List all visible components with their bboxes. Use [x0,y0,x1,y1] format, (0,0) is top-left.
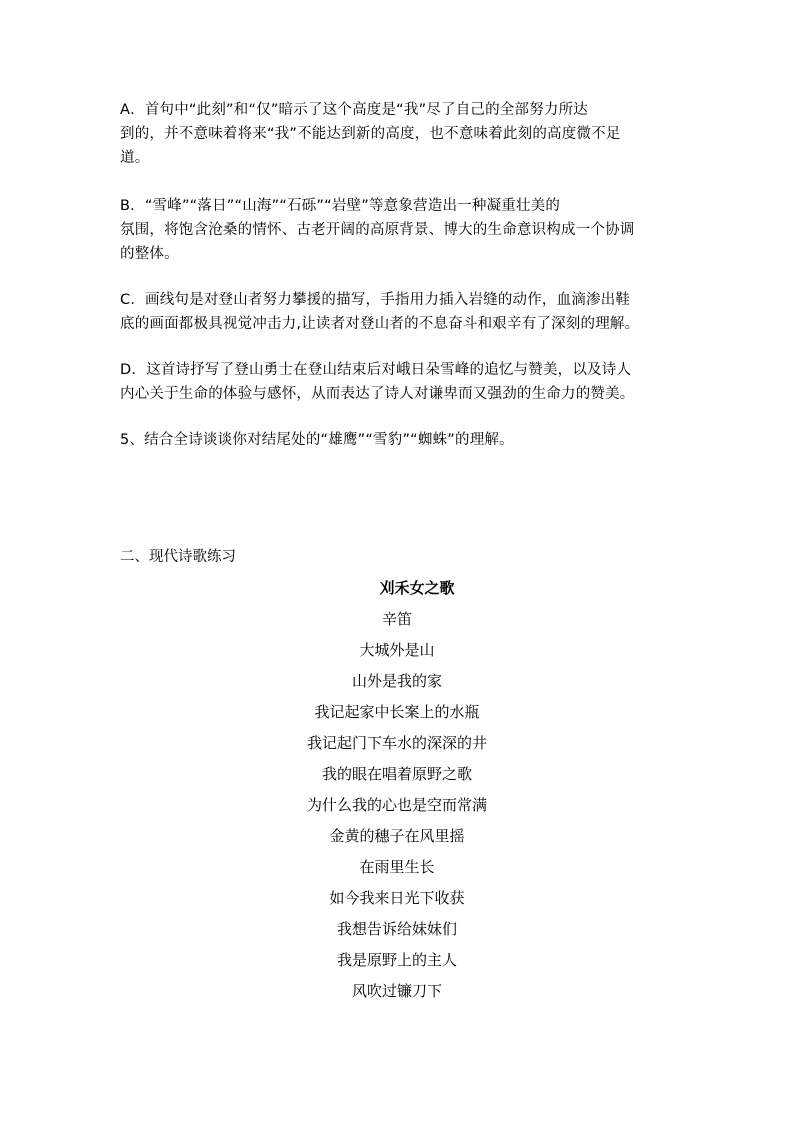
option-c [120,288,680,336]
poem-line: 我是原野上的主人 [336,951,457,969]
option-a-line-3: 道。 [120,150,150,166]
option-d [120,358,680,406]
option-b-line-3: 的整体。 [120,246,179,262]
poem-line: 山外是我的家 [351,672,442,690]
option-d-line-2: 内心关于生命的体验与感怀，从而表达了诗人对谦卑而又强劲的生命力的赞美。 [120,386,635,402]
option-a-line-2: 到的，并不意味着将来“我”不能达到新的高度，也不意味着此刻的高度微不足 [120,126,621,142]
option-c-line-1: C．画线句是对登山者努力攀援的描写，手指用力插入岩缝的动作，血滴渗出鞋 [120,292,631,308]
option-b [120,194,680,266]
poem-line: 我的眼在唱着原野之歌 [321,765,472,783]
poem-title: 刈禾女之歌 [379,579,455,597]
option-a-line-1: A．首句中“此刻”和“仅”暗示了这个高度是“我”尽了自己的全部努力所达 [120,102,588,118]
poem-line: 大城外是山 [359,641,435,659]
question-5: 5、结合全诗谈谈你对结尾处的“雄鹰”“雪豹”“蜘蛛”的理解。 [120,432,514,448]
option-b-line-2: 氛围，将饱含沧桑的情怀、古老开阔的高原背景、博大的生命意识构成一个协调 [120,222,635,238]
poem-line: 我想告诉给妹妹们 [336,920,457,938]
poem-line: 我记起门下车水的深深的井 [306,734,487,752]
poem-author: 辛笛 [381,610,412,628]
option-a [120,98,680,170]
poem-line: 在雨里生长 [359,858,435,876]
poem-line: 如今我来日光下收获 [329,889,465,907]
option-b-line-1: B．“雪峰”“落日”“山海”“石砾”“岩壁”等意象营造出一种凝重壮美的 [120,198,561,214]
option-d-line-1: D．这首诗抒写了登山勇士在登山结束后对峨日朵雪峰的追忆与赞美，以及诗人 [120,362,632,378]
poem-line: 金黄的穗子在风里摇 [329,827,465,845]
section-heading: 二、现代诗歌练习 [120,549,236,565]
poem-line: 我记起家中长案上的水瓶 [314,703,480,721]
poem-line: 风吹过镰刀下 [351,982,442,1000]
poem-line: 为什么我的心也是空而常满 [306,796,487,814]
option-c-line-2: 底的画面都极具视觉冲击力,让读者对登山者的不息奋斗和艰辛有了深刻的理解。 [120,316,640,332]
